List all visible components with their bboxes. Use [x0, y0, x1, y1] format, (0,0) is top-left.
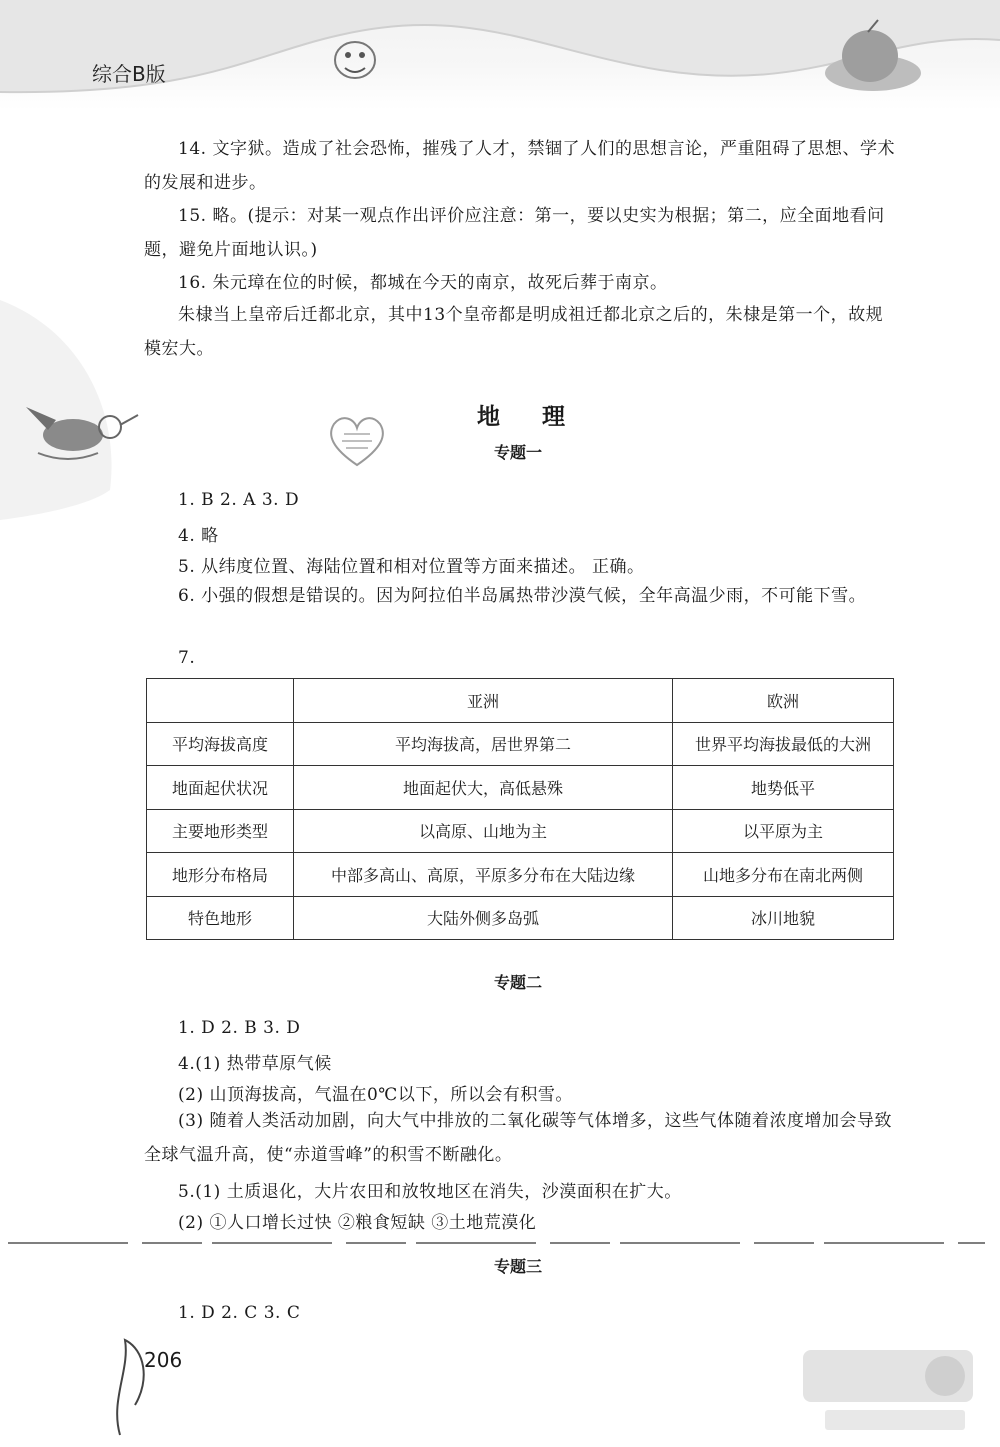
table-cell: 中部多高山、高原，平原多分布在大陆边缘: [294, 853, 673, 897]
topic3-answers-1-3: 1. D 2. C 3. C: [178, 1303, 301, 1323]
table-cell: 主要地形类型: [147, 809, 294, 853]
topic1-answer-4: 4. 略: [178, 526, 219, 546]
table-cell: 地形分布格局: [147, 853, 294, 897]
topic2-answer-4-3: (3) 随着人类活动加剧，向大气中排放的二氧化碳等气体增多，这些气体随着浓度增加会导致全球气温升高，使“赤道雪峰”的积雪不断融化。: [144, 1111, 892, 1165]
topic1-answer-7-label: 7.: [178, 648, 196, 668]
table-header-cell: 亚洲: [294, 679, 673, 723]
table-cell: 冰川地貌: [673, 896, 894, 940]
table-header-cell: 欧洲: [673, 679, 894, 723]
history-answer-16-continued: 朱棣当上皇帝后迁都北京，其中13个皇帝都是明成祖迁都北京之后的，朱棣是第一个，故规模宏大。: [144, 305, 884, 359]
topic1-answers-1-3: 1. B 2. A 3. D: [178, 490, 300, 510]
table-cell: 地面起伏状况: [147, 766, 294, 810]
table-cell: 特色地形: [147, 896, 294, 940]
topic2-answer-4-1: 4.(1) 热带草原气候: [178, 1054, 332, 1074]
topic2-answers-1-3: 1. D 2. B 3. D: [178, 1018, 301, 1038]
section-divider: [0, 1238, 1000, 1248]
topic1-answer-5: 5. 从纬度位置、海陆位置和相对位置等方面来描述。 正确。: [178, 557, 645, 577]
leaf-decoration: [100, 1320, 183, 1440]
table-row: [147, 766, 894, 810]
table-cell: 平均海拔高度: [147, 722, 294, 766]
table-cell: 以平原为主: [673, 809, 894, 853]
table-header-row: [147, 679, 894, 723]
asia-europe-comparison-table: [146, 678, 894, 940]
history-answer-16: 16. 朱元璋在位的时候，都城在今天的南京，故死后葬于南京。: [178, 273, 668, 293]
table-header-cell: [147, 679, 294, 723]
topic-1-heading: 专题一: [493, 443, 542, 462]
topic-3-heading: 专题三: [493, 1257, 542, 1276]
table-cell: 以高原、山地为主: [294, 809, 673, 853]
topic-2-heading: 专题二: [493, 973, 542, 992]
topic2-answer-5-1: 5.(1) 土质退化，大片农田和放牧地区在消失，沙漠面积在扩大。: [178, 1182, 682, 1202]
table-cell: 地面起伏大，高低悬殊: [294, 766, 673, 810]
table-cell: 世界平均海拔最低的大洲: [673, 722, 894, 766]
table-row: [147, 896, 894, 940]
table-cell: 地势低平: [673, 766, 894, 810]
watermark-logo: [795, 1340, 985, 1440]
hat-icon: [818, 18, 923, 98]
table-cell: 平均海拔高，居世界第二: [294, 722, 673, 766]
page-number: 206: [144, 1348, 183, 1372]
history-answer-15: 15. 略。(提示：对某一观点作出评价应注意：第一，要以史实为根据；第二，应全面地看问题，避免片面地认识。): [144, 206, 885, 260]
edition-label: 综合B版: [92, 62, 166, 86]
topic1-answer-6: 6. 小强的假想是错误的。因为阿拉伯半岛属热带沙漠气候，全年高温少雨，不可能下雪。: [178, 586, 867, 606]
table-row: [147, 809, 894, 853]
history-answer-14: 14. 文字狱。造成了社会恐怖，摧残了人才，禁锢了人们的思想言论，严重阻碍了思想、学术的发展和进步。: [144, 139, 895, 193]
cartoon-icon: [325, 30, 385, 85]
topic2-answer-5-2: (2) ①人口增长过快 ②粮食短缺 ③土地荒漠化: [178, 1213, 537, 1233]
table-row: [147, 722, 894, 766]
section-title-geography: 地理: [477, 404, 607, 430]
topic2-answer-4-2: (2) 山顶海拔高，气温在0℃以下，所以会有积雪。: [178, 1085, 573, 1105]
table-row: [147, 853, 894, 897]
table-cell: 大陆外侧多岛弧: [294, 896, 673, 940]
table-cell: 山地多分布在南北两侧: [673, 853, 894, 897]
